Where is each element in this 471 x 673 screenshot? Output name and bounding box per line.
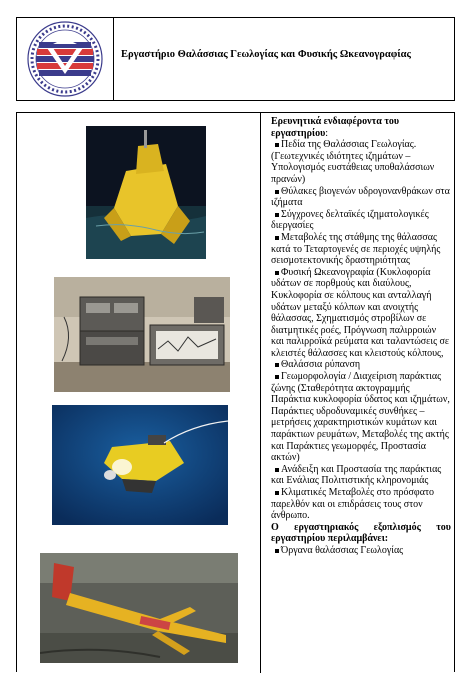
bullet-icon	[275, 468, 279, 472]
list-item	[271, 186, 451, 209]
list-item	[271, 464, 451, 487]
research-text-column	[271, 116, 451, 557]
list-item-text: Θαλάσσια ρύπανση	[281, 359, 361, 371]
list-item	[271, 267, 451, 360]
bullet-icon	[275, 190, 279, 194]
logo-cell	[17, 18, 114, 100]
research-heading-colon: :	[325, 127, 329, 139]
list-item-text: Πεδία της Θαλάσσιας Γεωλογίας. (Γεωτεχνικές ιδιότητες ιζημάτων – Υπολογισμός ευστάθειας υποθαλάσσιων πρανών)	[271, 139, 435, 185]
header-box	[16, 17, 455, 101]
list-item	[271, 232, 451, 267]
list-item-text: Όργανα θαλάσσιας Γεωλογίας	[281, 544, 404, 556]
list-item	[271, 545, 451, 557]
research-heading-line2: εργαστηρίου	[271, 127, 326, 139]
list-item	[271, 487, 451, 522]
page-title: Εργαστήριο Θαλάσσιας Γεωλογίας και Φυσικής Ωκεανογραφίας	[121, 49, 411, 60]
bullet-icon	[275, 375, 279, 379]
column-divider	[260, 113, 261, 673]
bullet-icon	[275, 236, 279, 240]
equipment-list	[271, 545, 451, 557]
photo-sediment-grab	[86, 126, 206, 259]
content-box	[16, 112, 455, 672]
research-heading-line1: Ερευνητικά ενδιαφέροντα του	[271, 116, 400, 127]
list-item	[271, 359, 451, 371]
bullet-icon	[275, 549, 279, 553]
list-item	[271, 139, 451, 185]
list-item	[271, 209, 451, 232]
bullet-icon	[275, 143, 279, 147]
list-item-text: Θύλακες βιογενών υδρογονανθράκων στα ιζήματα	[271, 185, 450, 209]
university-seal-icon	[17, 18, 113, 100]
list-item-text: Μεταβολές της στάθμης της θάλασσας κατά το Τεταρτογενές σε περιοχές υψηλής σεισμοτεκτονικής δραστηριότητας	[271, 231, 441, 267]
bullet-icon	[275, 271, 279, 275]
photo-rov-underwater	[52, 405, 228, 525]
research-heading	[271, 116, 451, 139]
list-item-text: Κλιματικές Μεταβολές στο πρόσφατο παρελθόν και οι επιδράσεις τους στον άνθρωπο.	[271, 487, 434, 522]
bullet-icon	[275, 491, 279, 495]
bullet-icon	[275, 213, 279, 217]
list-item-text: Σύγχρονες δελταϊκές ιζηματολογικές διεργασίες	[271, 208, 429, 232]
photo-lab-instruments	[54, 277, 230, 392]
list-item-text: Ανάδειξη και Προστασία της παράκτιας και Ενάλιας Πολιτιστικής κληρονομιάς	[271, 463, 442, 487]
bullet-icon	[275, 363, 279, 367]
list-item-text: Γεωμορφολογία / Διαχείριση παράκτιας ζώνης (Σταθερότητα ακτογραμμής Παράκτια κυκλοφορία ύδατος και ιζημάτων, Παράκτιες υδροδυναμικές συνθήκες – μετρήσεις χαρακτηριστικών κυμάτων και παράκτιων ρευμάτων, Μεταβολές της ακτής και Παράκτιες γεωμορφές, Προστασία ακτών)	[271, 371, 450, 464]
photo-towed-sonar	[40, 553, 238, 663]
equipment-heading: Ο εργαστηριακός εξοπλισμός του εργαστηρίου περιλαμβάνει:	[271, 521, 451, 545]
research-list	[271, 139, 451, 522]
list-item	[271, 371, 451, 464]
list-item-text: Φυσική Ωκεανογραφία (Κυκλοφορία υδάτων σε πορθμούς και διαύλους, Κυκλοφορία σε κόλπους και ανταλλαγή υδάτων μεταξύ κόλπων και ανοιχτής θάλασσας, Σχηματισμός στροβίλων σε διατμητικές ροές, Πρόγνωση παλιρροιών και παλιρροϊκά ρεύματα και ταλαντώσεις σε κλειστές θάλασσες και κλειστούς κόλπους,	[271, 266, 450, 359]
